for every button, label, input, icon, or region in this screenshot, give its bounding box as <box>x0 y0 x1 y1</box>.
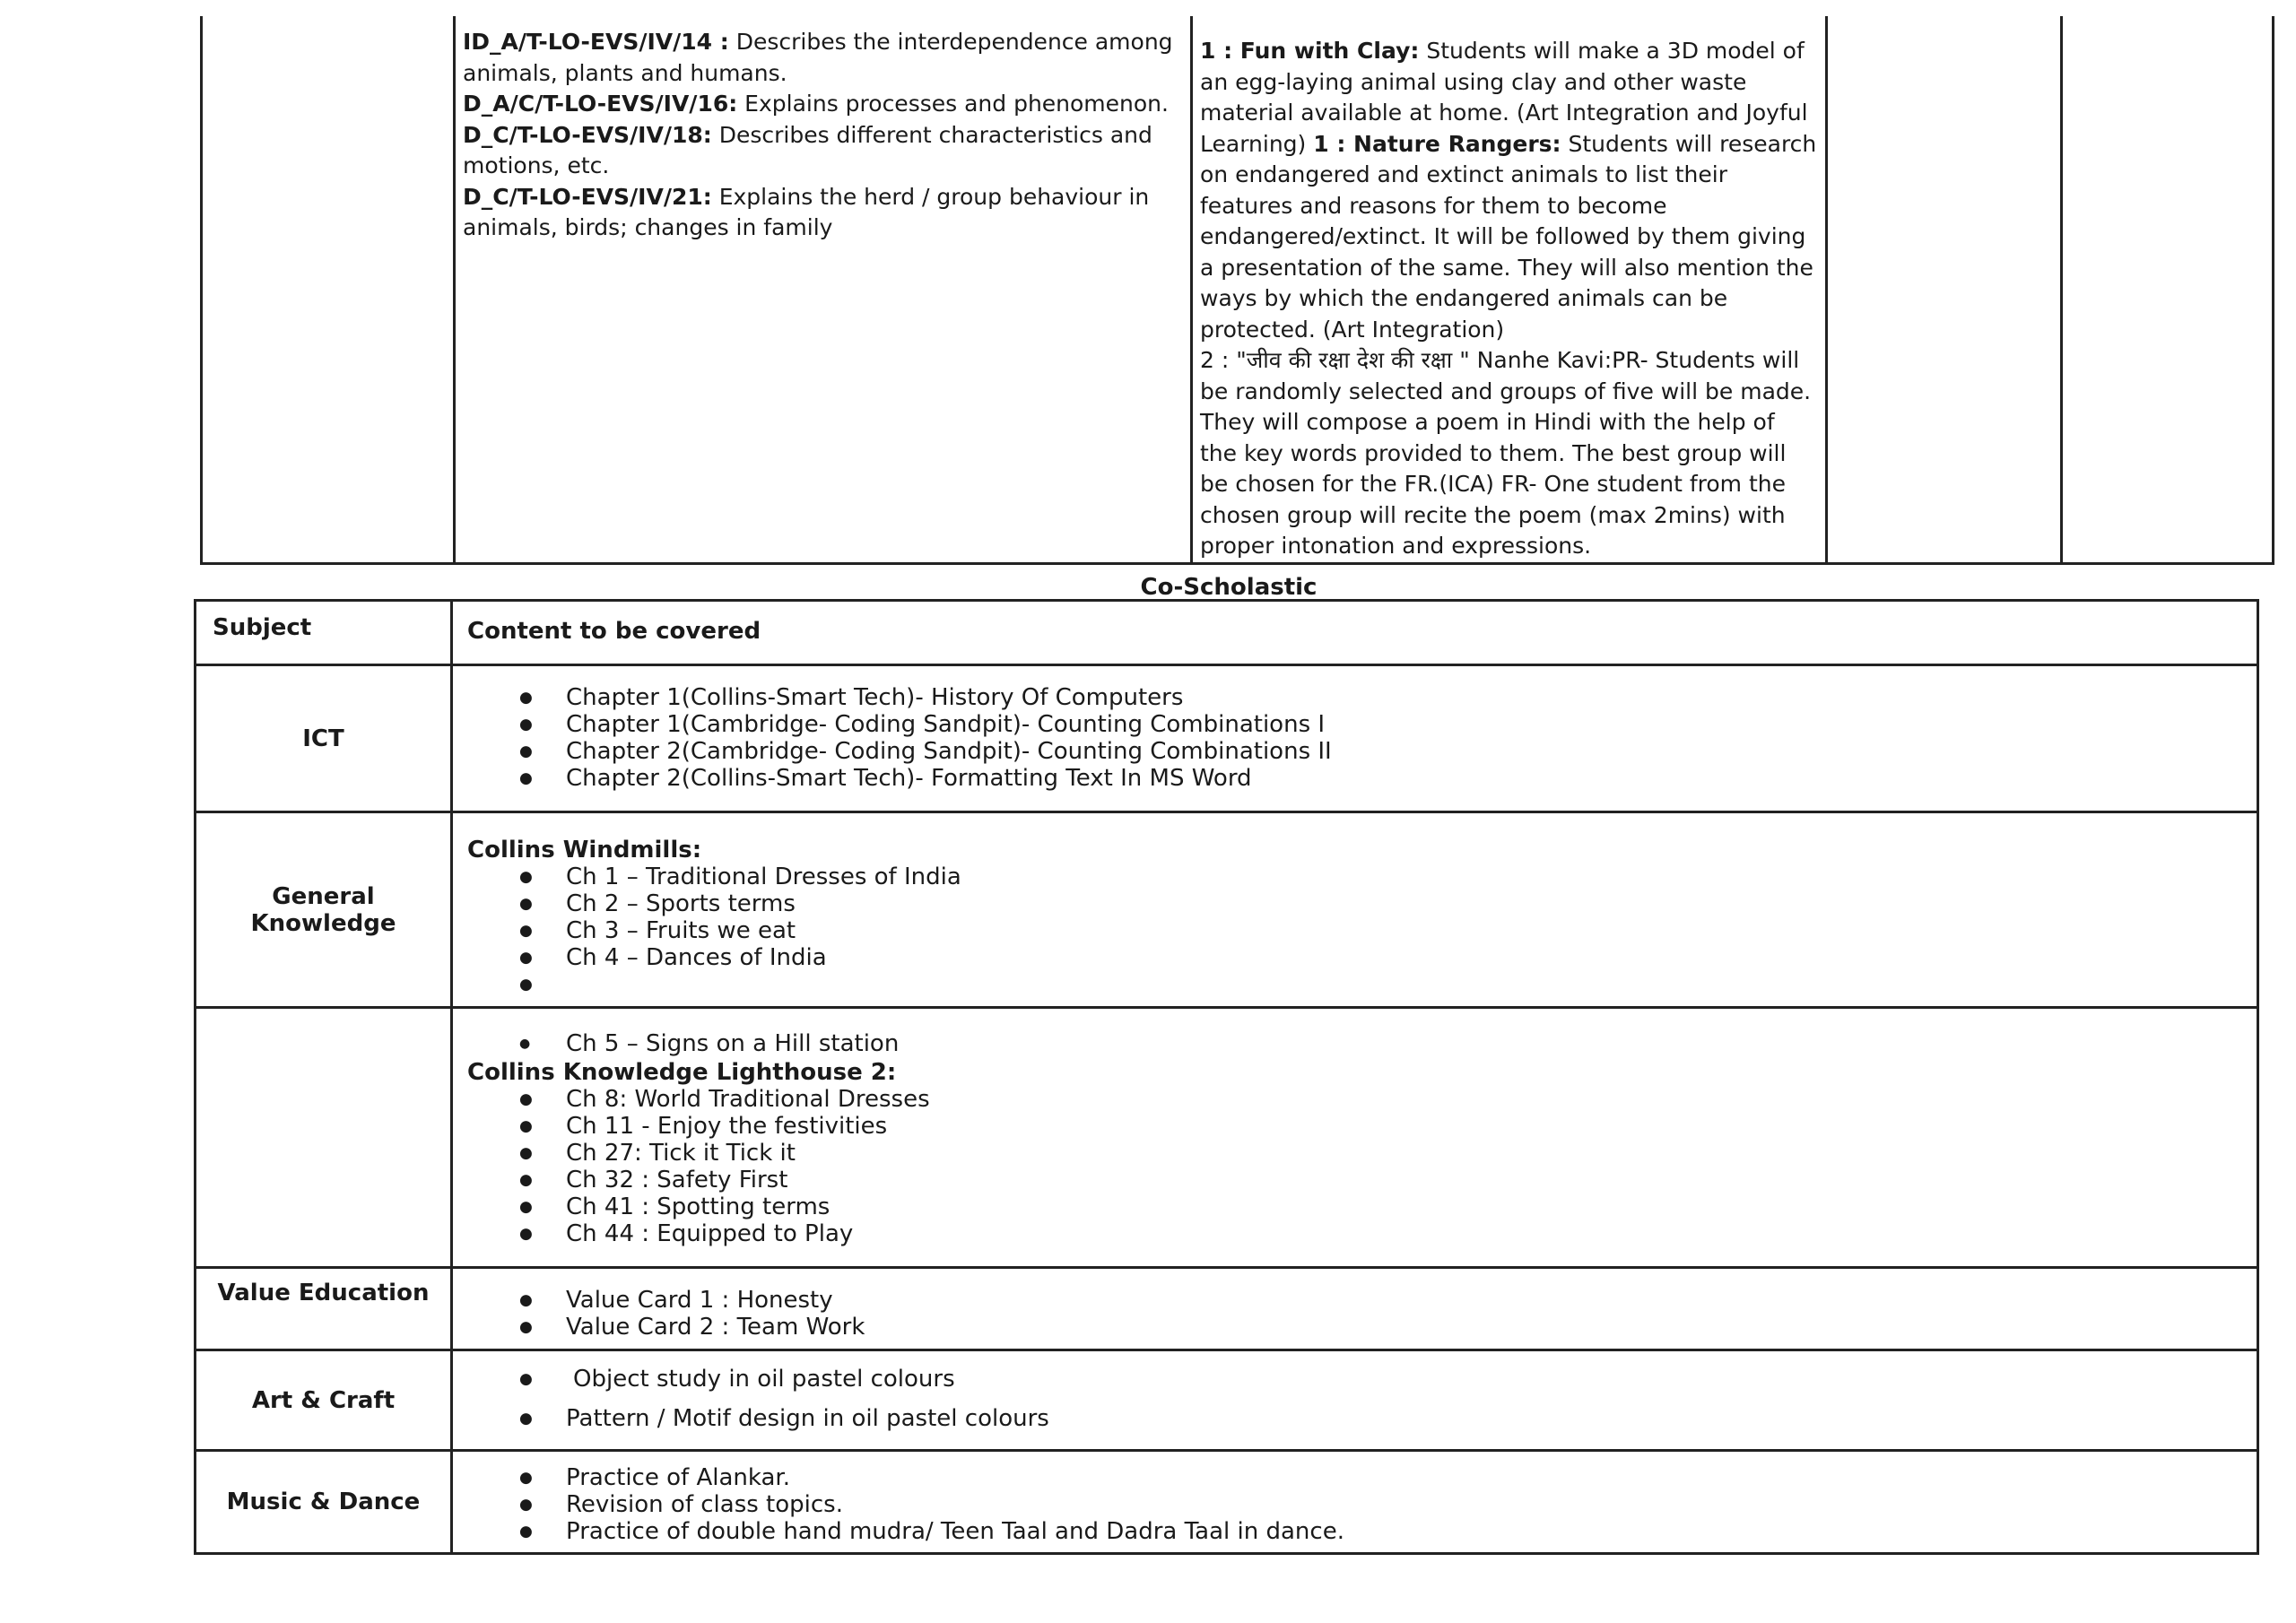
list-item: ● Object study in oil pastel colours <box>467 1366 2242 1393</box>
evs-continuation-table <box>200 16 2274 565</box>
list-item: ● Chapter 2(Cambridge- Coding Sandpit)- Counting Combinations II <box>467 738 2242 765</box>
list-item: ● Revision of class topics. <box>467 1491 2242 1518</box>
list-item: ● Value Card 2 : Team Work <box>467 1314 2242 1341</box>
list-item: ● Ch 2 – Sports terms <box>467 890 2242 917</box>
gk-content <box>452 812 2258 1008</box>
book-heading: Collins Knowledge Lighthouse 2: <box>467 1059 897 1086</box>
learning-outcome: D_C/T-LO-EVS/IV/18: Describes different characteristics and motions, etc. <box>463 121 1152 178</box>
ict-content <box>452 665 2258 812</box>
empty-cell <box>2062 16 2274 563</box>
value-education-list <box>467 1287 2242 1341</box>
list-item: ● Ch 32 : Safety First <box>467 1167 2242 1193</box>
subject-art-craft: Art & Craft <box>196 1350 452 1451</box>
subject-music-dance: Music & Dance <box>196 1451 452 1554</box>
empty-subject-cell <box>196 1008 452 1268</box>
learning-outcomes-cell <box>455 16 1192 563</box>
lighthouse-list <box>467 1086 2242 1247</box>
table-row <box>196 812 2258 1008</box>
co-scholastic-table <box>194 599 2259 1555</box>
ict-list <box>467 684 2242 792</box>
list-item: ● Ch 8: World Traditional Dresses <box>467 1086 2242 1113</box>
table-row <box>196 1268 2258 1350</box>
table-row <box>196 1008 2258 1268</box>
music-dance-content <box>452 1451 2258 1554</box>
empty-cell <box>202 16 455 563</box>
list-item: ● Practice of Alankar. <box>467 1464 2242 1491</box>
list-item: ● Ch 27: Tick it Tick it <box>467 1140 2242 1167</box>
list-item: ● Ch 44 : Equipped to Play <box>467 1220 2242 1247</box>
table-row <box>196 665 2258 812</box>
list-item: ● Ch 41 : Spotting terms <box>467 1193 2242 1220</box>
section-title: Co-Scholastic <box>1140 574 1318 601</box>
list-item: ● Practice of double hand mudra/ Teen Taal and Dadra Taal in dance. <box>467 1518 2242 1545</box>
list-item: ● Ch 4 – Dances of India <box>467 944 2242 971</box>
gk-continued-content <box>452 1008 2258 1268</box>
header-subject: Subject <box>196 601 452 665</box>
subject-general-knowledge: General Knowledge <box>196 812 452 1008</box>
music-dance-list <box>467 1464 2242 1545</box>
value-education-content <box>452 1268 2258 1350</box>
learning-outcome: ID_A/T-LO-EVS/IV/14 : Describes the interdependence among animals, plants and humans. <box>463 29 1173 86</box>
activities-cell <box>1192 16 1827 563</box>
subject-ict: ICT <box>196 665 452 812</box>
list-item: ● Ch 11 - Enjoy the festivities <box>467 1113 2242 1140</box>
art-craft-list <box>467 1366 2242 1432</box>
list-item <box>467 971 2242 998</box>
gk-list-continued <box>467 1030 2242 1057</box>
activity-text: 1 : Fun with Clay: Students will make a 3D model of an egg-laying animal using clay and other waste material available at home. (Art Integration and Joyful Learning) 1 : Nature Rangers: Students will research on endangered and extinct animals to list their features and reasons for them to become endangered/extinct. It will be followed by them giving a presentation of the same. They will also mention the ways by which the endangered animals can be protected. (Art Integration) 2 : "जीव की रक्षा देश की रक्षा " Nanhe Kavi:PR- Students will be randomly selected and groups of five will be made. They will compose a poem in Hindi with the help of the key words provided to them. The best group will be chosen for the FR.(ICA) FR- One student from the chosen group will recite the poem (max 2mins) with proper intonation and expressions. <box>1200 38 1817 559</box>
learning-outcome: D_C/T-LO-EVS/IV/21: Explains the herd / group behaviour in animals, birds; changes in family <box>463 183 1150 240</box>
list-item: ● Ch 3 – Fruits we eat <box>467 917 2242 944</box>
table-row <box>196 1350 2258 1451</box>
list-item: ● Chapter 2(Collins-Smart Tech)- Formatting Text In MS Word <box>467 765 2242 792</box>
gk-list <box>467 864 2242 998</box>
empty-cell <box>1827 16 2062 563</box>
book-heading: Collins Windmills: <box>467 837 702 864</box>
list-item: ● Chapter 1(Collins-Smart Tech)- History Of Computers <box>467 684 2242 711</box>
table-header-row <box>196 601 2258 665</box>
art-craft-content <box>452 1350 2258 1451</box>
header-content: Content to be covered <box>452 601 2258 665</box>
subject-value-education: Value Education <box>196 1268 452 1350</box>
learning-outcome: D_A/C/T-LO-EVS/IV/16: Explains processes and phenomenon. <box>463 91 1169 117</box>
list-item: ● Ch 5 – Signs on a Hill station <box>467 1030 2242 1057</box>
list-item: ● Pattern / Motif design in oil pastel colours <box>467 1405 2242 1432</box>
list-item: ● Chapter 1(Cambridge- Coding Sandpit)- Counting Combinations I <box>467 711 2242 738</box>
table-row <box>196 1451 2258 1554</box>
list-item: ● Value Card 1 : Honesty <box>467 1287 2242 1314</box>
list-item: ● Ch 1 – Traditional Dresses of India <box>467 864 2242 890</box>
